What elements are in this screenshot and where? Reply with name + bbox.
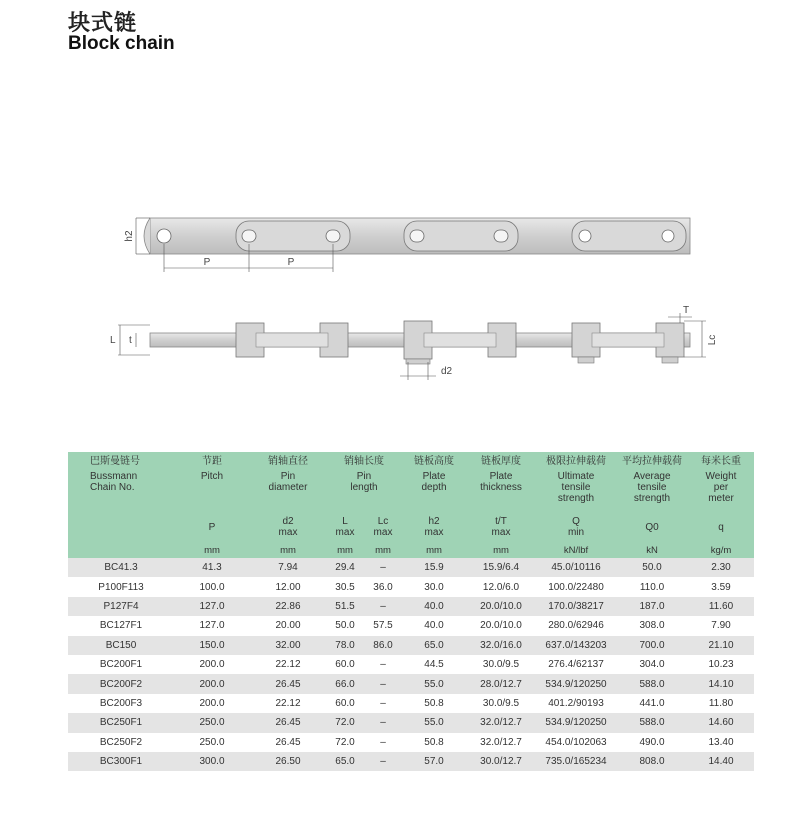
table-cell: 78.0 <box>326 636 364 655</box>
table-cell: 32.0/12.7 <box>466 733 536 752</box>
chain-no-cell: BC150 <box>68 636 174 655</box>
table-cell: 44.5 <box>402 655 466 674</box>
symbol-P: P <box>174 512 250 542</box>
table-cell: 30.0 <box>402 577 466 596</box>
label-pitch-1: P <box>203 257 211 268</box>
symbol-tT: t/T max <box>466 512 536 542</box>
table-cell: – <box>364 752 402 771</box>
table-cell: 30.5 <box>326 577 364 596</box>
symbol-q: q <box>688 512 754 542</box>
unit-cell: kN/lbf <box>536 542 616 558</box>
col-header-plate-depth: 链板高度 Plate depth <box>402 452 466 512</box>
chain-no-cell: BC200F1 <box>68 655 174 674</box>
table-cell: 250.0 <box>174 713 250 732</box>
col-header-plate-thickness: 链板厚度 Plate thickness <box>466 452 536 512</box>
table-cell: 3.59 <box>688 577 754 596</box>
page-title-cn: 块式链 <box>68 11 138 36</box>
table-cell: 308.0 <box>616 616 688 635</box>
table-cell: – <box>364 733 402 752</box>
unit-cell: mm <box>364 542 402 558</box>
table-cell: 150.0 <box>174 636 250 655</box>
table-cell: 534.9/120250 <box>536 674 616 693</box>
table-cell: 20.0/10.0 <box>466 616 536 635</box>
table-cell: 100.0/22480 <box>536 577 616 596</box>
table-cell: 13.40 <box>688 733 754 752</box>
table-cell: 40.0 <box>402 597 466 616</box>
table-row <box>68 752 754 771</box>
table-cell: 100.0 <box>174 577 250 596</box>
table-row <box>68 577 754 596</box>
table-cell: 14.40 <box>688 752 754 771</box>
table-cell: 65.0 <box>402 636 466 655</box>
table-cell: 50.8 <box>402 733 466 752</box>
table-cell: 65.0 <box>326 752 364 771</box>
header-row-labels <box>68 452 754 512</box>
table-cell: 32.0/16.0 <box>466 636 536 655</box>
chain-side-view <box>124 218 690 272</box>
table-cell: 20.00 <box>250 616 326 635</box>
table-cell: 22.12 <box>250 655 326 674</box>
table-cell: 11.80 <box>688 694 754 713</box>
table-cell: 127.0 <box>174 616 250 635</box>
symbol-Q0: Q0 <box>616 512 688 542</box>
table-cell: 22.86 <box>250 597 326 616</box>
table-cell: 15.9 <box>402 558 466 577</box>
table-cell: 60.0 <box>326 694 364 713</box>
table-cell: 50.0 <box>326 616 364 635</box>
pin-slot <box>326 230 340 242</box>
pin-slot <box>494 230 508 242</box>
table-cell: 86.0 <box>364 636 402 655</box>
table-cell: 127.0 <box>174 597 250 616</box>
table-cell: 808.0 <box>616 752 688 771</box>
symbol-d2: d2 max <box>250 512 326 542</box>
table-cell: 51.5 <box>326 597 364 616</box>
table-cell: 250.0 <box>174 733 250 752</box>
chain-no-cell: BC300F1 <box>68 752 174 771</box>
table-cell: 637.0/143203 <box>536 636 616 655</box>
table-cell: 200.0 <box>174 674 250 693</box>
unit-cell: mm <box>250 542 326 558</box>
table-cell: 28.0/12.7 <box>466 674 536 693</box>
label-pitch-2: P <box>287 257 295 268</box>
table-cell: 14.60 <box>688 713 754 732</box>
table-cell: 170.0/38217 <box>536 597 616 616</box>
table-cell: 200.0 <box>174 694 250 713</box>
chain-top-view <box>110 305 718 380</box>
table-cell: 26.45 <box>250 713 326 732</box>
table-cell: 490.0 <box>616 733 688 752</box>
label-L: L <box>110 335 116 346</box>
symbol-Q: Q min <box>536 512 616 542</box>
table-row <box>68 733 754 752</box>
table-cell: – <box>364 674 402 693</box>
table-cell: 300.0 <box>174 752 250 771</box>
col-header-ultimate-strength: 极限拉伸载荷 Ultimate tensile strength <box>536 452 616 512</box>
spec-table-body <box>68 558 754 771</box>
table-cell: 588.0 <box>616 713 688 732</box>
pin-slot <box>410 230 424 242</box>
chain-no-cell: P100F113 <box>68 577 174 596</box>
table-cell: 50.8 <box>402 694 466 713</box>
table-cell: 7.94 <box>250 558 326 577</box>
pin-slot <box>242 230 256 242</box>
table-row <box>68 597 754 616</box>
table-cell: 12.00 <box>250 577 326 596</box>
table-cell: 21.10 <box>688 636 754 655</box>
table-cell: 30.0/12.7 <box>466 752 536 771</box>
table-cell: 10.23 <box>688 655 754 674</box>
table-cell: 12.0/6.0 <box>466 577 536 596</box>
pin-hole <box>662 230 674 242</box>
table-cell: – <box>364 597 402 616</box>
table-cell: 2.30 <box>688 558 754 577</box>
table-cell: 45.0/10116 <box>536 558 616 577</box>
chain-no-cell: P127F4 <box>68 597 174 616</box>
table-cell: 735.0/165234 <box>536 752 616 771</box>
unit-cell: kN <box>616 542 688 558</box>
header-row-units <box>68 542 754 558</box>
col-header-pitch: 节距 Pitch <box>174 452 250 512</box>
unit-cell: mm <box>466 542 536 558</box>
table-cell: 276.4/62137 <box>536 655 616 674</box>
table-cell: 454.0/102063 <box>536 733 616 752</box>
table-cell: 55.0 <box>402 713 466 732</box>
table-cell: 66.0 <box>326 674 364 693</box>
label-t: t <box>129 335 132 346</box>
label-T: T <box>683 305 690 316</box>
table-cell: 187.0 <box>616 597 688 616</box>
unit-cell: mm <box>402 542 466 558</box>
table-cell: 700.0 <box>616 636 688 655</box>
table-cell: 41.3 <box>174 558 250 577</box>
symbol-h2: h2 max <box>402 512 466 542</box>
pin-hole <box>579 230 591 242</box>
label-h2: h2 <box>124 230 135 242</box>
chain-no-header: 巴斯曼链号 Bussmann Chain No. <box>68 452 174 542</box>
table-cell: 40.0 <box>402 616 466 635</box>
side-chain-end <box>144 218 150 254</box>
table-cell: 14.10 <box>688 674 754 693</box>
table-cell: – <box>364 558 402 577</box>
col-header-pin-diameter: 销轴直径 Pin diameter <box>250 452 326 512</box>
table-cell: 401.2/90193 <box>536 694 616 713</box>
table-cell: 7.90 <box>688 616 754 635</box>
table-cell: 26.45 <box>250 674 326 693</box>
top-link-group <box>404 321 516 364</box>
table-cell: 32.0/12.7 <box>466 713 536 732</box>
table-cell: 15.9/6.4 <box>466 558 536 577</box>
table-cell: 26.50 <box>250 752 326 771</box>
chain-no-cell: BC250F1 <box>68 713 174 732</box>
table-cell: 441.0 <box>616 694 688 713</box>
col-header-weight: 每米长重 Weight per meter <box>688 452 754 512</box>
symbol-L: L max <box>326 512 364 542</box>
table-cell: 72.0 <box>326 713 364 732</box>
label-Lc: Lc <box>707 334 718 346</box>
table-cell: 55.0 <box>402 674 466 693</box>
label-d2: d2 <box>441 366 453 377</box>
table-cell: 280.0/62946 <box>536 616 616 635</box>
table-cell: 57.0 <box>402 752 466 771</box>
col-header-average-strength: 平均拉伸载荷 Average tensile strength <box>616 452 688 512</box>
col-header-pin-length: 销轴长度 Pin length <box>326 452 402 512</box>
table-cell: 36.0 <box>364 577 402 596</box>
table-cell: 30.0/9.5 <box>466 694 536 713</box>
table-row <box>68 616 754 635</box>
table-cell: 110.0 <box>616 577 688 596</box>
table-cell: 30.0/9.5 <box>466 655 536 674</box>
unit-cell: mm <box>326 542 364 558</box>
table-cell: – <box>364 694 402 713</box>
table-row <box>68 713 754 732</box>
chain-no-cell: BC127F1 <box>68 616 174 635</box>
table-row <box>68 674 754 693</box>
table-cell: 60.0 <box>326 655 364 674</box>
top-link-group <box>572 323 684 363</box>
unit-cell: kg/m <box>688 542 754 558</box>
chain-no-cell: BC41.3 <box>68 558 174 577</box>
table-cell: 11.60 <box>688 597 754 616</box>
table-cell: 50.0 <box>616 558 688 577</box>
table-cell: – <box>364 713 402 732</box>
table-cell: 72.0 <box>326 733 364 752</box>
table-cell: – <box>364 655 402 674</box>
table-cell: 534.9/120250 <box>536 713 616 732</box>
chain-no-cell: BC200F3 <box>68 694 174 713</box>
table-row <box>68 558 754 577</box>
top-link-group <box>236 323 348 357</box>
table-cell: 22.12 <box>250 694 326 713</box>
table-cell: 26.45 <box>250 733 326 752</box>
table-row <box>68 636 754 655</box>
unit-cell: mm <box>174 542 250 558</box>
table-cell: 29.4 <box>326 558 364 577</box>
table-cell: 200.0 <box>174 655 250 674</box>
unit-blank <box>68 542 174 558</box>
page-title-en: Block chain <box>68 33 175 54</box>
chain-no-cell: BC200F2 <box>68 674 174 693</box>
table-cell: 32.00 <box>250 636 326 655</box>
spec-table <box>68 452 754 771</box>
table-cell: 57.5 <box>364 616 402 635</box>
table-cell: 304.0 <box>616 655 688 674</box>
table-cell: 20.0/10.0 <box>466 597 536 616</box>
pin-hole <box>157 229 171 243</box>
chain-no-cell: BC250F2 <box>68 733 174 752</box>
table-cell: 588.0 <box>616 674 688 693</box>
table-row <box>68 694 754 713</box>
table-row <box>68 655 754 674</box>
symbol-Lc: Lc max <box>364 512 402 542</box>
